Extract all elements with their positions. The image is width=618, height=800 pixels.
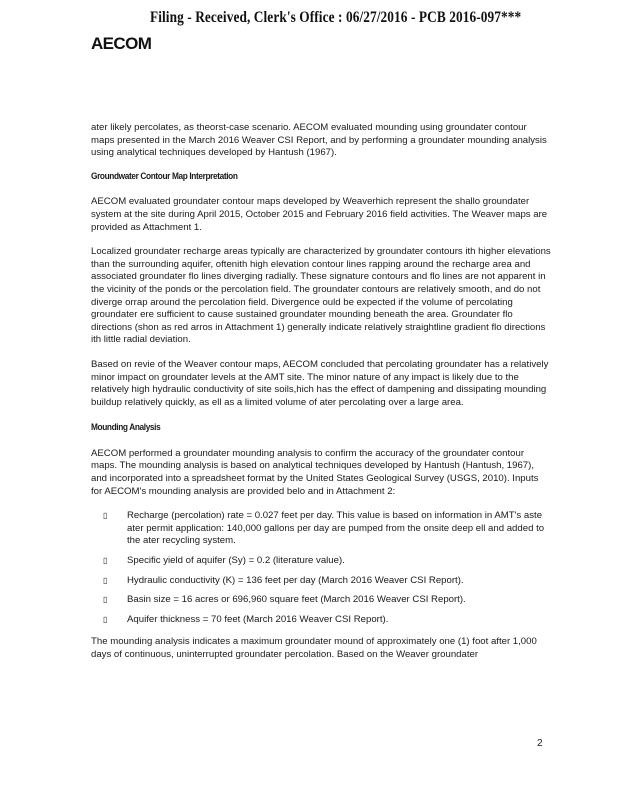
- bullet-icon: ▯: [103, 614, 108, 624]
- bullet-icon: ▯: [103, 595, 108, 605]
- bullet-icon: ▯: [103, 556, 108, 566]
- contour-paragraph-2: Localized groundater recharge areas typically are characterized by groundater contours ith higher elevations than the surrounding aquifer, oftenith high elevation contour lines rapping around the recharge area and associated groundater flo lines diverging radially. These signature contours and flo lines are not apparent in the vicinity of the ponds or the percolation field. The groundater contours are relatively smooth, and do not diverge orrap around the percolation field. Divergence ould be expected if the volume of percolating groundater ere sufficient to cause sustained groundater mounding beneath the area. Groundater flo directions (shon as red arros in Attachment 1) generally indicate relatively straightline gradient flo directions ith little radial deviation.: [91, 246, 551, 346]
- document-body: [91, 122, 551, 674]
- list-item: [91, 575, 551, 588]
- list-item-text: Specific yield of aquifer (Sy) = 0.2 (literature value).: [127, 555, 345, 567]
- mounding-inputs-list: [91, 510, 551, 626]
- bullet-icon: ▯: [103, 511, 108, 521]
- page-number: 2: [537, 738, 543, 749]
- closing-paragraph: The mounding analysis indicates a maximum groundater mound of approximately one (1) foot after 1,000 days of continuous, uninterrupted groundater percolation. Based on the Weaver groundater: [91, 636, 537, 660]
- aecom-logo: AECOM: [91, 34, 152, 53]
- list-item: [91, 555, 551, 568]
- list-item: [91, 510, 551, 548]
- section-heading-mounding: Mounding Analysis: [91, 422, 161, 433]
- list-item-text: Aquifer thickness = 70 feet (March 2016 Weaver CSI Report).: [127, 613, 389, 625]
- section-heading-contour: Groundwater Contour Map Interpretation: [91, 170, 238, 181]
- list-item-text: Recharge (percolation) rate = 0.027 feet per day. This value is based on information in AMT's aste ater permit application: 140,000 gallons per day are pumped from the onsite deep ell and added to the ater recycling system.: [127, 510, 545, 547]
- contour-paragraph-1: AECOM evaluated groundater contour maps developed by Weaverhich represent the shallo groundater system at the site during April 2015, October 2015 and February 2016 field activities. The Weaver maps are provided as Attachment 1.: [91, 196, 548, 233]
- list-item-text: Hydraulic conductivity (K) = 136 feet per day (March 2016 Weaver CSI Report).: [127, 574, 464, 586]
- intro-paragraph: ater likely percolates, as theorst-case scenario. AECOM evaluated mounding using groundater contour maps presented in the March 2016 Weaver CSI Report, and by performing a groundater mounding analysis using analytical techniques developed by Hantush (1967).: [91, 122, 547, 159]
- bullet-icon: ▯: [103, 575, 108, 585]
- list-item: [91, 594, 551, 607]
- contour-paragraph-3: Based on revie of the Weaver contour maps, AECOM concluded that percolating groundater has a relatively minor impact on groundater levels at the AMT site. The minor nature of any impact is likely due to the relatively high hydraulic conductivity of site soils,hich has the effect of dampening and dissipating mounding buildup relatively quickly, as ell as a limited volume of ater percolating over a large area.: [91, 358, 549, 408]
- filing-stamp: Filing - Received, Clerk's Office : 06/27/2016 - PCB 2016-097***: [150, 9, 522, 26]
- list-item: [91, 614, 551, 627]
- mounding-paragraph: AECOM performed a groundater mounding analysis to confirm the accuracy of the groundater contour maps. The mounding analysis is based on analytical techniques developed by Hantush (Hantush, 1967), and incorporated into a spreadsheet format by the United States Geological Survey (USGS, 2010). Inputs for AECOM's mounding analysis are provided belo and in Attachment 2:: [91, 447, 539, 497]
- list-item-text: Basin size = 16 acres or 696,960 square feet (March 2016 Weaver CSI Report).: [127, 594, 466, 606]
